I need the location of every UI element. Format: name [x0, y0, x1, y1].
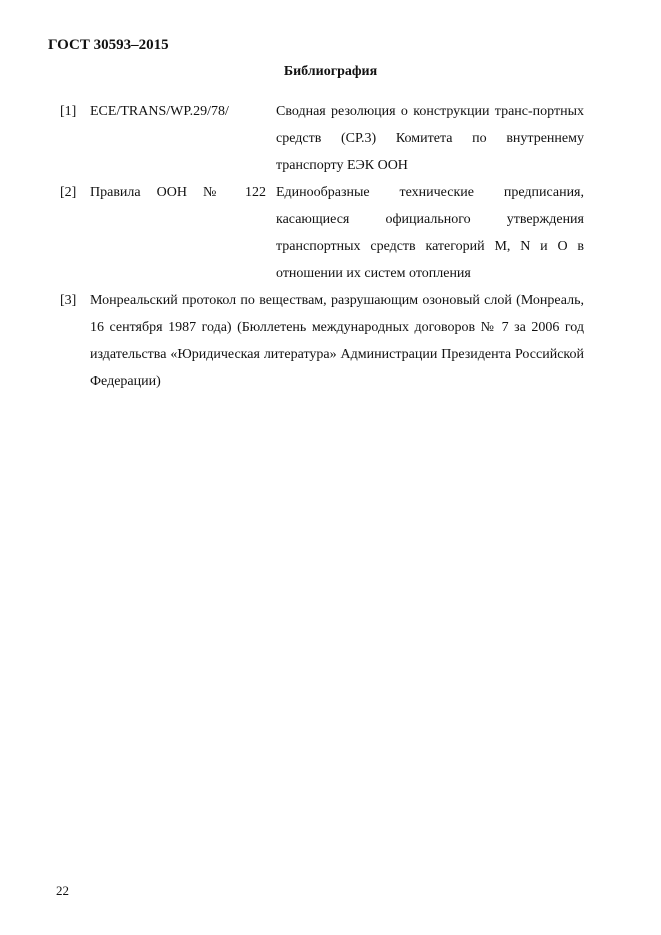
- reference-item-3: [60, 287, 584, 395]
- reference-number: [2]: [60, 185, 77, 200]
- page-number: 22: [56, 883, 69, 898]
- reference-description: Сводная резолюция о конструкции транс-портных средств (СР.3) Комитета по внутреннему транспорту ЕЭК ООН: [276, 104, 584, 173]
- reference-code: Правила ООН № 122: [90, 185, 266, 200]
- reference-code: ECE/TRANS/WP.29/78/: [90, 104, 229, 119]
- reference-item-2: [60, 179, 584, 287]
- document-header: ГОСТ 30593–2015: [48, 37, 169, 53]
- bibliography-list: [60, 98, 584, 395]
- reference-number: [1]: [60, 104, 77, 119]
- reference-text: Монреальский протокол по веществам, разрушающим озоновый слой (Монреаль, 16 сентября 1987 года) (Бюллетень международных договоров № 7 за 2006 год издательства «Юридическая литература» Администрации Президента Российской Федерации): [90, 293, 584, 389]
- reference-description: Единообразные технические предписания, касающиеся официального утверждения транспортных средств категорий M, N и O в отношении их систем отопления: [276, 185, 584, 281]
- reference-number: [3]: [60, 293, 77, 308]
- reference-item-1: [60, 98, 584, 179]
- section-title: Библиография: [283, 64, 378, 79]
